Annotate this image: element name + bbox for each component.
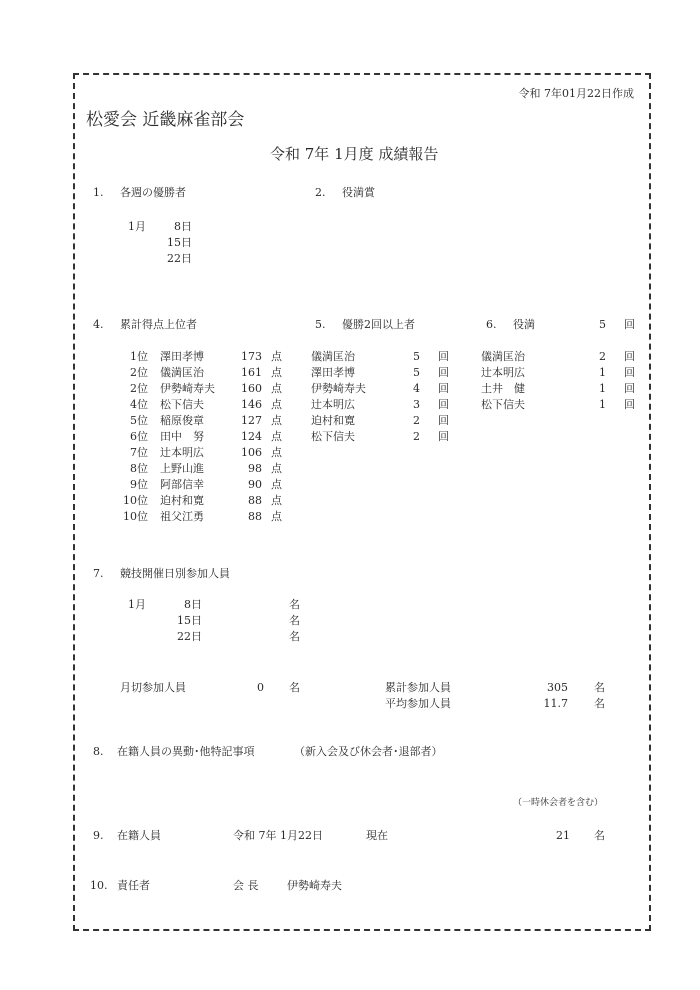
points-unit: 点 — [271, 478, 282, 491]
points: 124 — [241, 430, 262, 443]
section1-number: 1. — [93, 186, 104, 199]
section1-date: 15日 — [167, 236, 192, 249]
responsible-name: 伊勢崎寿夫 — [287, 879, 342, 892]
count-unit: 回 — [624, 366, 635, 379]
section6-title: 役満 — [513, 318, 535, 331]
section8-title: 在籍人員の異動･他特記事項 — [117, 745, 255, 758]
win-count: 5 — [413, 366, 420, 379]
section8-note: （一時休会者を含む） — [513, 798, 604, 808]
cumulative-attendance-unit: 名 — [594, 681, 605, 694]
player-name: 澤田孝博 — [160, 350, 204, 363]
player-name: 阿部信幸 — [160, 478, 204, 491]
monthly-attendance-label: 月切参加人員 — [120, 681, 186, 694]
count-unit: 回 — [438, 382, 449, 395]
points-unit: 点 — [271, 350, 282, 363]
report-title: 令和 7年 1月度 成績報告 — [270, 145, 439, 163]
responsible-role: 会 長 — [233, 879, 259, 892]
section7-date: 15日 — [177, 614, 202, 627]
points-unit: 点 — [271, 462, 282, 475]
points: 127 — [241, 414, 262, 427]
rank: 1位 — [130, 350, 148, 363]
player-name: 迫村和寛 — [311, 414, 355, 427]
yakuman-total: 5 — [599, 318, 606, 331]
yakuman-count: 1 — [599, 398, 606, 411]
org-name: 松愛会 近畿麻雀部会 — [86, 110, 245, 130]
section9-as-of: 現在 — [366, 829, 388, 842]
points: 160 — [241, 382, 262, 395]
count-unit: 回 — [438, 414, 449, 427]
section7-date: 8日 — [184, 598, 202, 611]
section8-subtitle: （新入会及び休会者･退部者） — [294, 745, 443, 758]
rank: 8位 — [130, 462, 148, 475]
section5-title: 優勝2回以上者 — [342, 318, 415, 331]
points-unit: 点 — [271, 494, 282, 507]
points: 88 — [248, 494, 262, 507]
player-name: 松下信夫 — [160, 398, 204, 411]
count-unit: 回 — [438, 430, 449, 443]
section9-number: 9. — [93, 829, 104, 842]
yakuman-count: 1 — [599, 366, 606, 379]
section6-number: 6. — [486, 318, 497, 331]
section2-title: 役満賞 — [342, 186, 375, 199]
player-name: 儀満匡治 — [160, 366, 204, 379]
section1-date: 8日 — [174, 220, 192, 233]
member-count-unit: 名 — [594, 829, 605, 842]
player-name: 稲原俊章 — [160, 414, 204, 427]
points-unit: 点 — [271, 414, 282, 427]
points: 173 — [241, 350, 262, 363]
rank: 10位 — [123, 494, 148, 507]
player-name: 辻本明広 — [481, 366, 525, 379]
rank: 9位 — [130, 478, 148, 491]
player-name: 土井 健 — [481, 382, 525, 395]
average-attendance-value: 11.7 — [543, 697, 568, 710]
points-unit: 点 — [271, 398, 282, 411]
rank: 2位 — [130, 366, 148, 379]
count-unit: 回 — [624, 382, 635, 395]
points-unit: 点 — [271, 382, 282, 395]
player-name: 松下信夫 — [311, 430, 355, 443]
count-unit: 回 — [438, 398, 449, 411]
rank: 6位 — [130, 430, 148, 443]
player-name: 上野山進 — [160, 462, 204, 475]
cumulative-attendance-value: 305 — [547, 681, 568, 694]
cumulative-attendance-label: 累計参加人員 — [385, 681, 451, 694]
section10-title: 責任者 — [117, 879, 150, 892]
points: 106 — [241, 446, 262, 459]
points: 90 — [248, 478, 262, 491]
section1-date: 22日 — [167, 252, 192, 265]
points: 146 — [241, 398, 262, 411]
count-unit: 回 — [624, 398, 635, 411]
player-name: 儀満匡治 — [311, 350, 355, 363]
count-unit: 回 — [438, 366, 449, 379]
attendance-unit: 名 — [289, 598, 300, 611]
player-name: 澤田孝博 — [311, 366, 355, 379]
attendance-unit: 名 — [289, 614, 300, 627]
attendance-unit: 名 — [289, 630, 300, 643]
rank: 10位 — [123, 510, 148, 523]
section4-title: 累計得点上位者 — [120, 318, 197, 331]
player-name: 辻本明広 — [311, 398, 355, 411]
player-name: 伊勢崎寿夫 — [160, 382, 215, 395]
yakuman-count: 2 — [599, 350, 606, 363]
points: 161 — [241, 366, 262, 379]
section1-title: 各週の優勝者 — [120, 186, 186, 199]
member-count: 21 — [556, 829, 570, 842]
player-name: 松下信夫 — [481, 398, 525, 411]
section9-date: 令和 7年 1月22日 — [233, 829, 323, 842]
player-name: 儀満匡治 — [481, 350, 525, 363]
player-name: 迫村和寛 — [160, 494, 204, 507]
win-count: 2 — [413, 430, 420, 443]
section7-title: 競技開催日別参加人員 — [120, 567, 230, 580]
section1-month: 1月 — [128, 220, 146, 233]
section7-month: 1月 — [128, 598, 146, 611]
section9-title: 在籍人員 — [117, 829, 161, 842]
player-name: 伊勢崎寿夫 — [311, 382, 366, 395]
win-count: 2 — [413, 414, 420, 427]
average-attendance-unit: 名 — [594, 697, 605, 710]
points-unit: 点 — [271, 446, 282, 459]
win-count: 5 — [413, 350, 420, 363]
rank: 2位 — [130, 382, 148, 395]
section7-date: 22日 — [177, 630, 202, 643]
count-unit: 回 — [438, 350, 449, 363]
points-unit: 点 — [271, 366, 282, 379]
win-count: 4 — [413, 382, 420, 395]
player-name: 田中 努 — [160, 430, 204, 443]
section10-number: 10. — [90, 879, 108, 892]
section7-number: 7. — [93, 567, 104, 580]
player-name: 辻本明広 — [160, 446, 204, 459]
points: 88 — [248, 510, 262, 523]
monthly-attendance-value: 0 — [257, 681, 264, 694]
section4-number: 4. — [93, 318, 104, 331]
player-name: 祖父江勇 — [160, 510, 204, 523]
section5-number: 5. — [315, 318, 326, 331]
count-unit: 回 — [624, 350, 635, 363]
win-count: 3 — [413, 398, 420, 411]
created-date: 令和 7年01月22日作成 — [518, 87, 634, 100]
yakuman-count: 1 — [599, 382, 606, 395]
points: 98 — [248, 462, 262, 475]
average-attendance-label: 平均参加人員 — [385, 697, 451, 710]
section8-number: 8. — [93, 745, 104, 758]
points-unit: 点 — [271, 430, 282, 443]
section2-number: 2. — [315, 186, 326, 199]
points-unit: 点 — [271, 510, 282, 523]
rank: 7位 — [130, 446, 148, 459]
monthly-attendance-unit: 名 — [289, 681, 300, 694]
rank: 4位 — [130, 398, 148, 411]
rank: 5位 — [130, 414, 148, 427]
yakuman-total-unit: 回 — [624, 318, 635, 331]
